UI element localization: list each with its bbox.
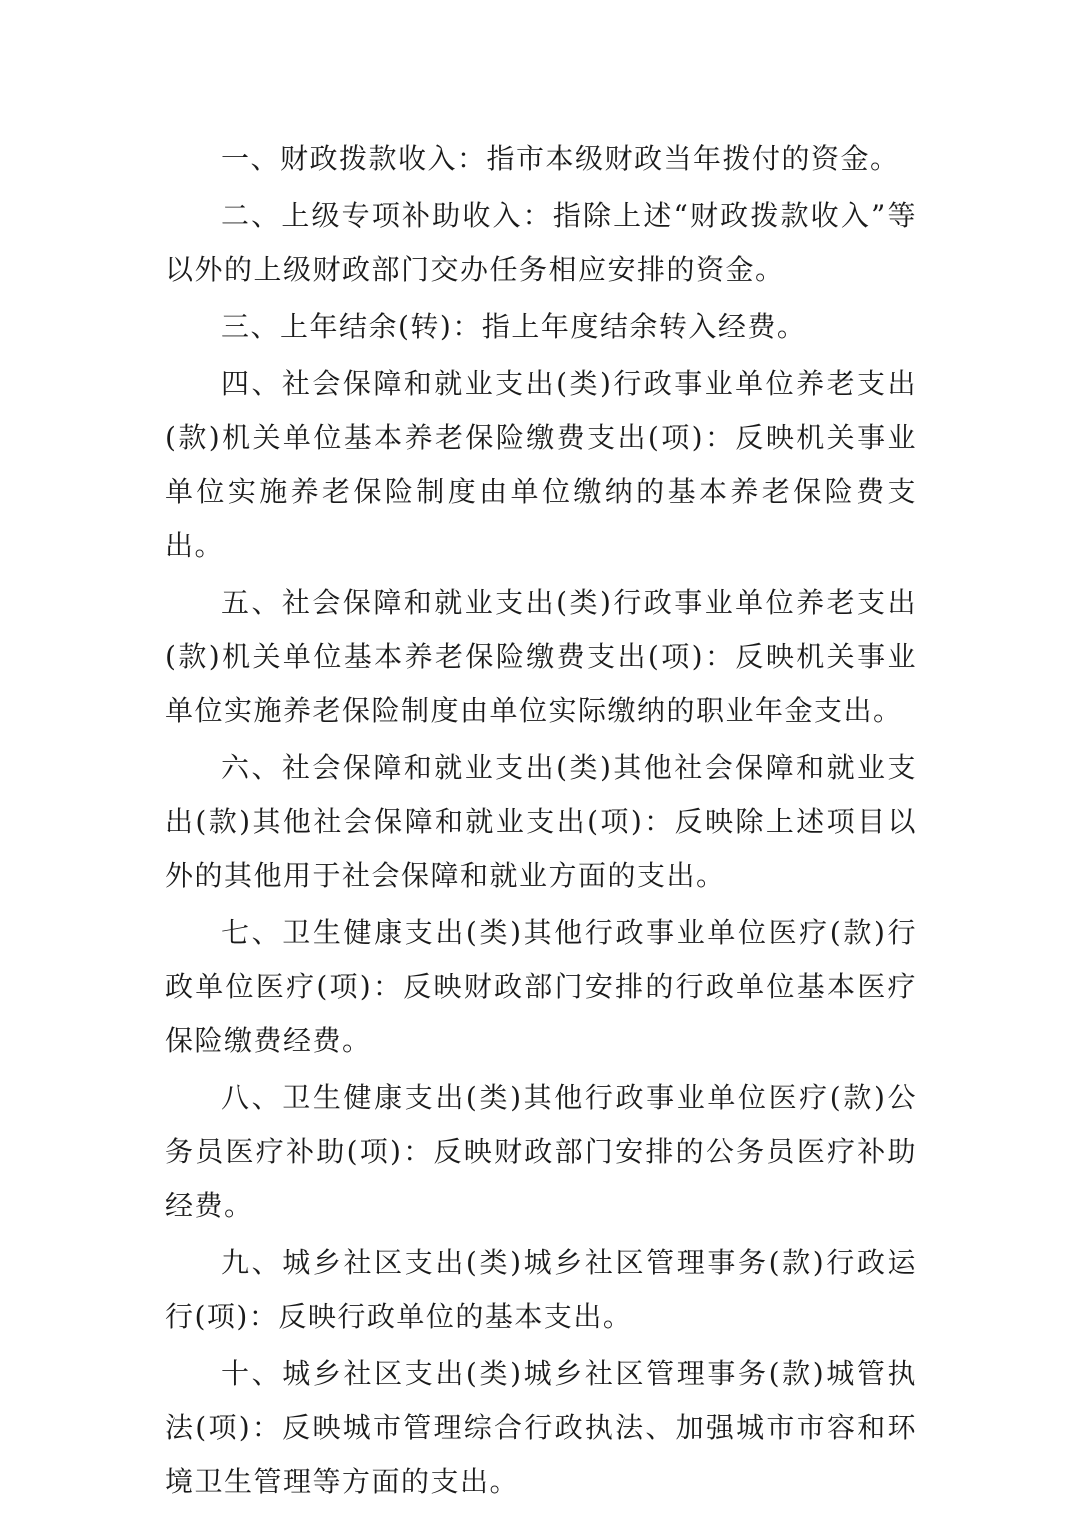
paragraph-7: 七、卫生健康支出(类)其他行政事业单位医疗(款)行政单位医疗(项)：反映财政部门安排的行政单位基本医疗保险缴费经费。 bbox=[165, 916, 917, 1057]
paragraph-5: 五、社会保障和就业支出(类)行政事业单位养老支出(款)机关单位基本养老保险缴费支出(项)：反映机关事业单位实施养老保险制度由单位实际缴纳的职业年金支出。 bbox=[165, 586, 917, 727]
paragraph-8: 八、卫生健康支出(类)其他行政事业单位医疗(款)公务员医疗补助(项)：反映财政部门安排的公务员医疗补助经费。 bbox=[165, 1081, 917, 1222]
paragraph-6: 六、社会保障和就业支出(类)其他社会保障和就业支出(款)其他社会保障和就业支出(项)：反映除上述项目以外的其他用于社会保障和就业方面的支出。 bbox=[165, 751, 917, 892]
document-body bbox=[165, 132, 917, 1512]
paragraph-3: 三、上年结余(转)：指上年度结余转入经费。 bbox=[221, 310, 807, 343]
paragraph-2: 二、上级专项补助收入：指除上述“财政拨款收入”等以外的上级财政部门交办任务相应安排的资金。 bbox=[165, 199, 917, 286]
paragraph-1: 一、财政拨款收入：指市本级财政当年拨付的资金。 bbox=[221, 142, 900, 175]
paragraph-9: 九、城乡社区支出(类)城乡社区管理事务(款)行政运行(项)：反映行政单位的基本支出。 bbox=[165, 1246, 917, 1333]
paragraph-4: 四、社会保障和就业支出(类)行政事业单位养老支出(款)机关单位基本养老保险缴费支出(项)：反映机关事业单位实施养老保险制度由单位缴纳的基本养老保险费支出。 bbox=[165, 367, 917, 562]
paragraph-10: 十、城乡社区支出(类)城乡社区管理事务(款)城管执法(项)：反映城市管理综合行政执法、加强城市市容和环境卫生管理等方面的支出。 bbox=[165, 1357, 917, 1498]
